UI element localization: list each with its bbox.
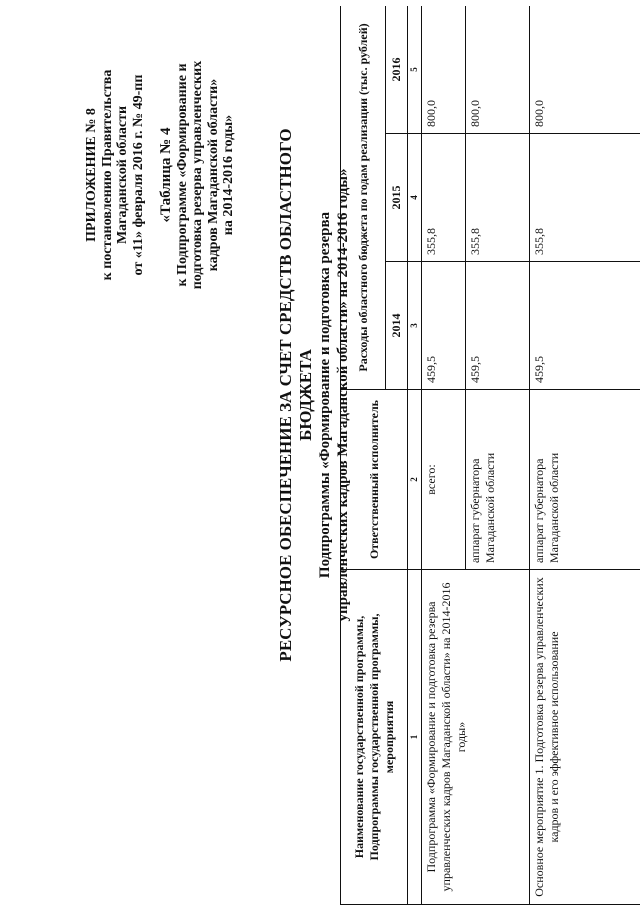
appendix-line: Магаданской области (115, 105, 130, 245)
row-name: Подпрограмма «Формирование и подготовка резерва управленческих кадров Магаданской области» на 2014-2016 годы» (422, 570, 530, 905)
header-year: 2016 (386, 6, 408, 134)
header-year: 2015 (386, 134, 408, 262)
column-number: 3 (408, 262, 422, 390)
value-2016: 800,0 (422, 6, 466, 134)
appendix-line: к постановлению Правительства (99, 69, 115, 281)
value-2014: 459,5 (530, 262, 640, 390)
row-executor: аппарат губернатора Магаданской области (466, 390, 530, 570)
table-ref-line: кадров Магаданской области» (205, 78, 221, 272)
column-numbers-row (408, 6, 422, 905)
row-executor: всего: (422, 390, 466, 570)
table-row (422, 6, 466, 905)
table-row (530, 6, 640, 905)
column-number: 2 (408, 390, 422, 570)
table-ref-line: на 2014-2016 годы» (221, 114, 236, 236)
column-number: 4 (408, 134, 422, 262)
column-number: 5 (408, 6, 422, 134)
row-name: Основное мероприятие 1. Подготовка резерва управленческих кадров и его эффективное использование (530, 570, 640, 905)
column-number: 1 (408, 570, 422, 905)
row-executor: аппарат губернатора Магаданской области (530, 390, 640, 570)
appendix-block (84, 5, 237, 345)
resource-table (340, 6, 640, 905)
table-ref-line: подготовка резерва управленческих (190, 60, 205, 290)
appendix-number: ПРИЛОЖЕНИЕ № 8 (84, 108, 99, 242)
table-number: «Таблица № 4 (158, 127, 174, 223)
header-row (341, 6, 386, 905)
header-year: 2014 (386, 262, 408, 390)
value-2014: 459,5 (466, 262, 530, 390)
value-2015: 355,8 (530, 134, 640, 262)
table-ref-line: к Подпрограмме «Формирование и (174, 63, 190, 287)
value-2015: 355,8 (466, 134, 530, 262)
title-sub-1: Подпрограммы «Формирование и подготовка резерва (317, 211, 333, 579)
title-main: РЕСУРСНОЕ ОБЕСПЕЧЕНИЕ ЗА СЧЕТ СРЕДСТВ ОБЛАСТНОГО БЮДЖЕТА (276, 128, 315, 662)
value-2014: 459,5 (422, 262, 466, 390)
header-expenses: Расходы областного бюджета по годам реализации (тыс. рублей) (341, 6, 386, 390)
header-name: Наименование государственной программы, Подпрограммы государственной программы, мероприятия (341, 570, 408, 905)
resource-table-wrapper (340, 6, 640, 905)
appendix-date: от «11» февраля 2016 г. № 49-пп (130, 74, 146, 276)
value-2016: 800,0 (466, 6, 530, 134)
value-2015: 355,8 (422, 134, 466, 262)
title-sub-2: управленческих кадров Магаданской области» на 2014-2016 годы» (335, 168, 351, 622)
value-2016: 800,0 (530, 6, 640, 134)
header-executor: Ответственный исполнитель (341, 390, 408, 570)
